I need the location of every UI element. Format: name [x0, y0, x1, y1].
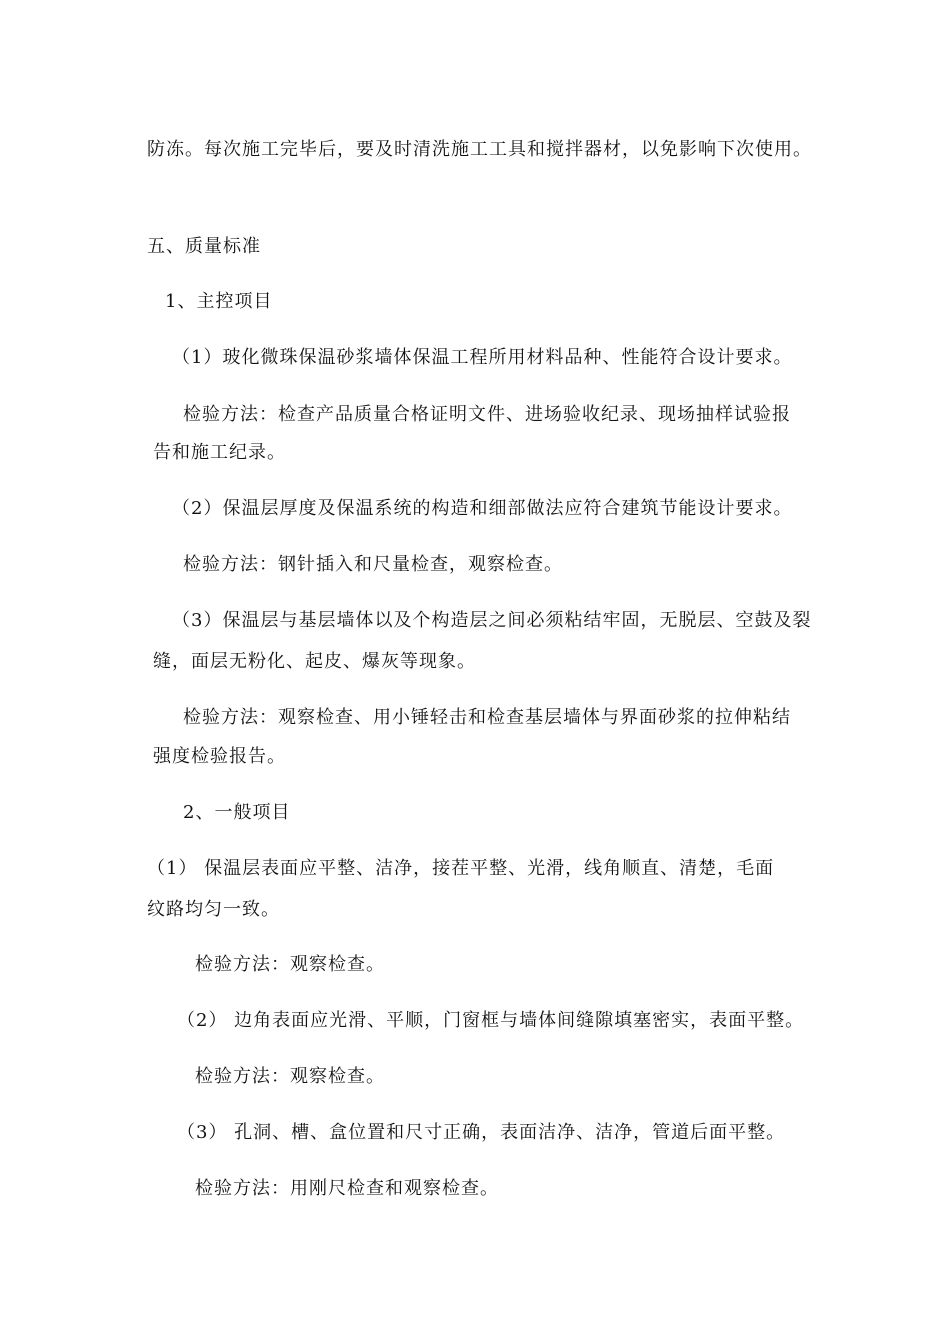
main-control-heading: 1、主控项目	[165, 291, 273, 312]
section-heading: 五、质量标准	[147, 236, 261, 257]
general-item-1-line-2: 纹路均匀一致。	[147, 899, 280, 920]
general-item-2-method: 检验方法：观察检查。	[195, 1066, 385, 1087]
intro-line: 防冻。每次施工完毕后，要及时清洗施工工具和搅拌器材，以免影响下次使用。	[147, 139, 812, 160]
general-item-3: （3） 孔洞、槽、盒位置和尺寸正确，表面洁净、洁净，管道后面平整。	[177, 1122, 786, 1143]
main-item-1-method-line-2: 告和施工纪录。	[153, 442, 286, 463]
general-item-1-line-1: （1） 保温层表面应平整、洁净，接茬平整、光滑，线角顺直、清楚，毛面	[147, 858, 775, 879]
general-item-1-method: 检验方法：观察检查。	[195, 954, 385, 975]
main-item-2: （2）保温层厚度及保温系统的构造和细部做法应符合建筑节能设计要求。	[172, 498, 793, 519]
main-item-1: （1）玻化微珠保温砂浆墙体保温工程所用材料品种、性能符合设计要求。	[172, 347, 793, 368]
main-item-3-line-1: （3）保温层与基层墙体以及个构造层之间必须粘结牢固，无脱层、空鼓及裂	[172, 610, 812, 631]
general-item-3-method: 检验方法：用刚尺检查和观察检查。	[195, 1178, 499, 1199]
main-item-2-method: 检验方法：钢针插入和尺量检查，观察检查。	[183, 554, 563, 575]
main-item-3-method-line-2: 强度检验报告。	[153, 746, 286, 767]
main-item-3-line-2: 缝，面层无粉化、起皮、爆灰等现象。	[153, 651, 476, 672]
main-item-1-method-line-1: 检验方法：检查产品质量合格证明文件、进场验收纪录、现场抽样试验报	[183, 404, 791, 425]
general-heading: 2、一般项目	[183, 802, 291, 823]
general-item-2: （2） 边角表面应光滑、平顺，门窗框与墙体间缝隙填塞密实，表面平整。	[177, 1010, 805, 1031]
main-item-3-method-line-1: 检验方法：观察检查、用小锤轻击和检查基层墙体与界面砂浆的拉伸粘结	[183, 707, 791, 728]
